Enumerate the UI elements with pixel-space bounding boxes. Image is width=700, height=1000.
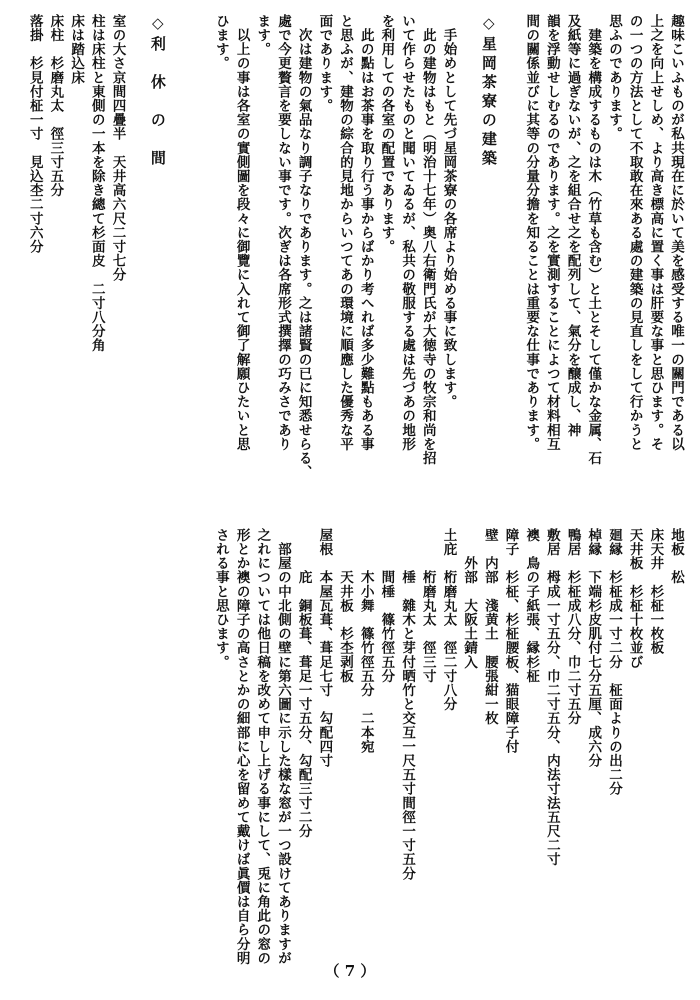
text-column: 次は建物の氣品なり調子なりであります。之は諸賢の已に知悉せらる、 (295, 14, 312, 480)
text-column (454, 14, 475, 479)
text-column: 木小舞 篠竹徑五分 二本宛 (357, 528, 374, 754)
text-column: 土庇 桁磨丸太 徑二寸八分 (440, 528, 457, 712)
page-number: （ 7 ） (324, 962, 376, 980)
text-column: の一つの方法として不取敢在來ある處の建築の見直しをして行かうと (626, 14, 643, 452)
text-column: 手始めとして先づ星岡茶寮の各席より始める事に致します。 (440, 14, 457, 409)
text-column: 鴨居 杉柾成八分、巾二寸五分 (564, 528, 581, 726)
text-column: 柱は床柱と東側の一本を除き總て杉面皮 二寸八分角 (88, 14, 105, 353)
text-column: 此の點はお茶事を取り行う事からばかり考へれば多少難點もある事 (357, 14, 374, 452)
text-column: 屋根 本屋瓦葺、葺足七寸 勾配四寸 (316, 528, 333, 768)
text-column: 處で今更贅言を要しない事です。次ぎは各席形式撰擇の巧みさであり (274, 14, 291, 452)
text-column: と思ふが、建物の綜合的見地からいつてあの環境に順應した優秀な平 (337, 14, 353, 452)
text-column: 床は踏込床 (68, 14, 85, 85)
text-column: 棹縁 下端杉皮肌付七分五厘、成六分 (585, 528, 602, 768)
text-column: 外部 大阪土錆入 (461, 528, 478, 669)
text-column: 壁 内部 淺黄土 腰張紺一枚 (481, 528, 498, 726)
text-column: 間棰 篠竹徑五分 (378, 528, 395, 684)
text-column: 障子 杉柾、杉柾腰板、猫眼障子付 (502, 528, 519, 754)
text-column: 落掛 杉見付柾一寸 見込杢二寸六分 (26, 14, 43, 254)
text-column: いて作らせたものと聞いてゐるが、私共の敬服する處は先づあの地形 (399, 14, 416, 452)
text-column: 間の關係並びに其等の分量分擔を知ることは重要な仕事であります。 (523, 14, 540, 452)
text-column: ひます。 (212, 14, 229, 71)
text-column: 思ふのであります。 (605, 14, 622, 141)
text-column: 天井板 杉柾十枚並び (626, 528, 643, 669)
text-column (496, 14, 517, 479)
top-text-block (18, 14, 682, 479)
text-column (186, 14, 207, 479)
text-column: 面であります。 (316, 14, 333, 113)
text-column: 韻を浮動せしむるのであります。之を實測することによつて材料相互 (543, 14, 560, 452)
text-column: 地板 松 (668, 528, 684, 585)
text-column: される事と思ひます。 (212, 528, 229, 669)
text-column: 此の建物はもと（明治十七年）奥八右衛門氏が大徳寺の牧宗和尚を招 (419, 14, 436, 466)
text-column: 敷居 栂成一寸五分、巾二寸五分、内法寸法五尺二寸 (543, 528, 560, 867)
text-column: 以上の事は各室の實側圖を段々に御覽に入れて御了解願ひたいと思 (233, 14, 250, 452)
text-column: 形とか襖の障子の高さとかの細部に心を留めて戴けば眞價は自ら分明 (233, 528, 250, 966)
text-column: 趣味こいふものが私共現在に於いて美を感受する唯一の關門である以 (668, 14, 684, 452)
text-column: 之れについては他日稿を改めて申し上げる事にして、兎に角此の窓の (254, 528, 271, 966)
text-column: 床天井 杉柾一枚板 (647, 528, 664, 655)
text-column: 棰 雜木と芽付晒竹と交互一尺五寸間徑一寸五分 (399, 528, 416, 881)
text-column: 襖 鳥の子紙張、縁杉柾 (523, 528, 540, 684)
text-column: 桁磨丸太 徑三寸 (419, 528, 436, 684)
text-column: 建築を構成するものは木（竹草も含む）と土とそして僅かな金属、石 (585, 14, 602, 466)
text-column: 上之を向上せしめ、より高き標高に置く事は肝要な事と思ひます。そ (647, 14, 664, 452)
text-column: 室の大さ京間四疊半 天井高六尺二寸七分 (109, 14, 126, 282)
text-column (165, 14, 186, 479)
text-column: を利用しての各室の配置であります。 (378, 14, 395, 254)
text-column: 床柱 杉磨丸太 徑三寸五分 (47, 14, 64, 198)
text-column (123, 14, 144, 479)
text-column: 及紙等に過ぎないが、之を組合せ之を配列して、氣分を醸成し、神 (564, 14, 581, 437)
section-heading: ◇星岡茶寮の建築 (479, 14, 498, 169)
bottom-text-block (18, 528, 682, 965)
text-column: 天井板 杉杢剥板 (337, 528, 353, 684)
text-column: 廻縁 杉柾成一寸二分 柾面よりの出二分 (605, 528, 622, 796)
section-heading: ◇利 休 の 間 (148, 14, 167, 169)
text-column: ます。 (254, 14, 271, 57)
text-column: 庇 銅板葺、葺足一寸五分、勾配三寸二分 (295, 528, 312, 839)
text-column: 部屋の中北側の壁に第六圖に示した樣な窓が一つ設けてありますが (274, 528, 291, 966)
